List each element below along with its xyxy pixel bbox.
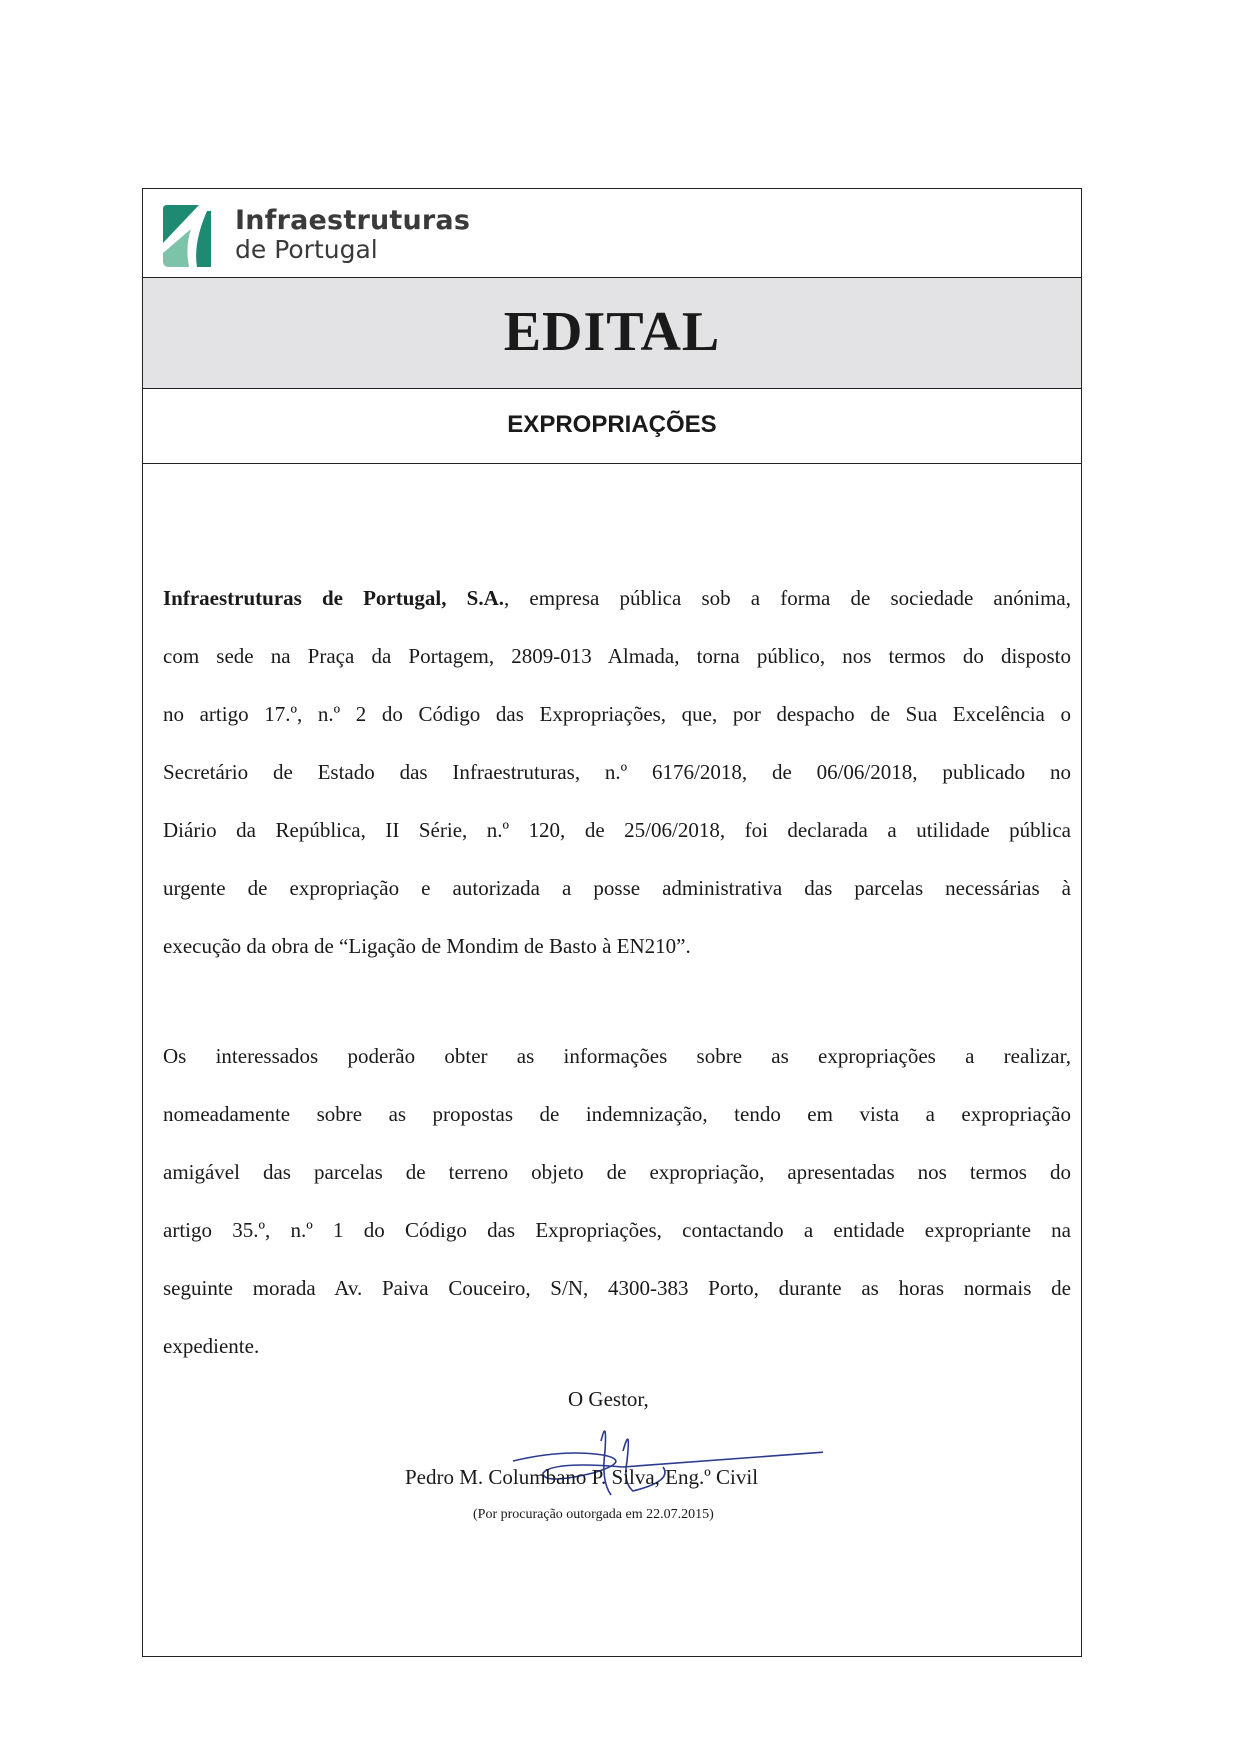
logo-line2: de Portugal	[235, 235, 378, 264]
paragraph-1-line: Secretário de Estado das Infraestruturas, n.º 6176/2018, de 06/06/2018, publicado no	[163, 760, 1071, 784]
paragraph-1-line: execução da obra de “Ligação de Mondim de Basto à EN210”.	[163, 934, 691, 958]
title-band	[143, 277, 1081, 389]
closing-salutation: O Gestor,	[568, 1387, 649, 1411]
paragraph-2-line: amigável das parcelas de terreno objeto de expropriação, apresentadas nos termos do	[163, 1160, 1071, 1184]
paragraph-2-line: artigo 35.º, n.º 1 do Código das Expropriações, contactando a entidade expropriante na	[163, 1218, 1071, 1242]
paragraph-2	[163, 1027, 1071, 1375]
paragraph-2-line: nomeadamente sobre as propostas de indemnização, tendo em vista a expropriação	[163, 1102, 1071, 1126]
subtitle-row	[143, 389, 1081, 464]
company-name: Infraestruturas de Portugal, S.A.	[163, 586, 504, 610]
paragraph-2-line: Os interessados poderão obter as informações sobre as expropriações a realizar,	[163, 1044, 1071, 1068]
paragraph-1-line: Diário da República, II Série, n.º 120, de 25/06/2018, foi declarada a utilidade pública	[163, 818, 1071, 842]
paragraph-1-line: urgente de expropriação e autorizada a posse administrativa das parcelas necessárias à	[163, 876, 1071, 900]
logo-row	[143, 189, 1081, 277]
logo-line1: Infraestruturas	[235, 205, 471, 236]
paragraph-1-line	[163, 569, 1071, 627]
paragraph-1-line: com sede na Praça da Portagem, 2809-013 Almada, torna público, nos termos do disposto	[163, 644, 1071, 668]
paragraph-2-line: seguinte morada Av. Paiva Couceiro, S/N, 4300-383 Porto, durante as horas normais de	[163, 1276, 1071, 1300]
logo-wordmark	[235, 207, 470, 262]
paragraph-1-line-text: , empresa pública sob a forma de sociedade anónima,	[504, 586, 1071, 610]
signer-name: Pedro M. Columbano P. Silva, Eng.º Civil	[405, 1465, 759, 1489]
edital-frame	[142, 188, 1082, 1657]
paragraph-1	[163, 569, 1071, 975]
infraestruturas-logo-icon	[161, 203, 213, 269]
paragraph-2-line: expediente.	[163, 1334, 260, 1358]
document-title: EDITAL	[503, 301, 721, 363]
signer-note: (Por procuração outorgada em 22.07.2015)	[473, 1507, 714, 1522]
document-subtitle: EXPROPRIAÇÕES	[507, 411, 717, 438]
paragraph-1-line: no artigo 17.º, n.º 2 do Código das Expropriações, que, por despacho de Sua Excelência o	[163, 702, 1071, 726]
